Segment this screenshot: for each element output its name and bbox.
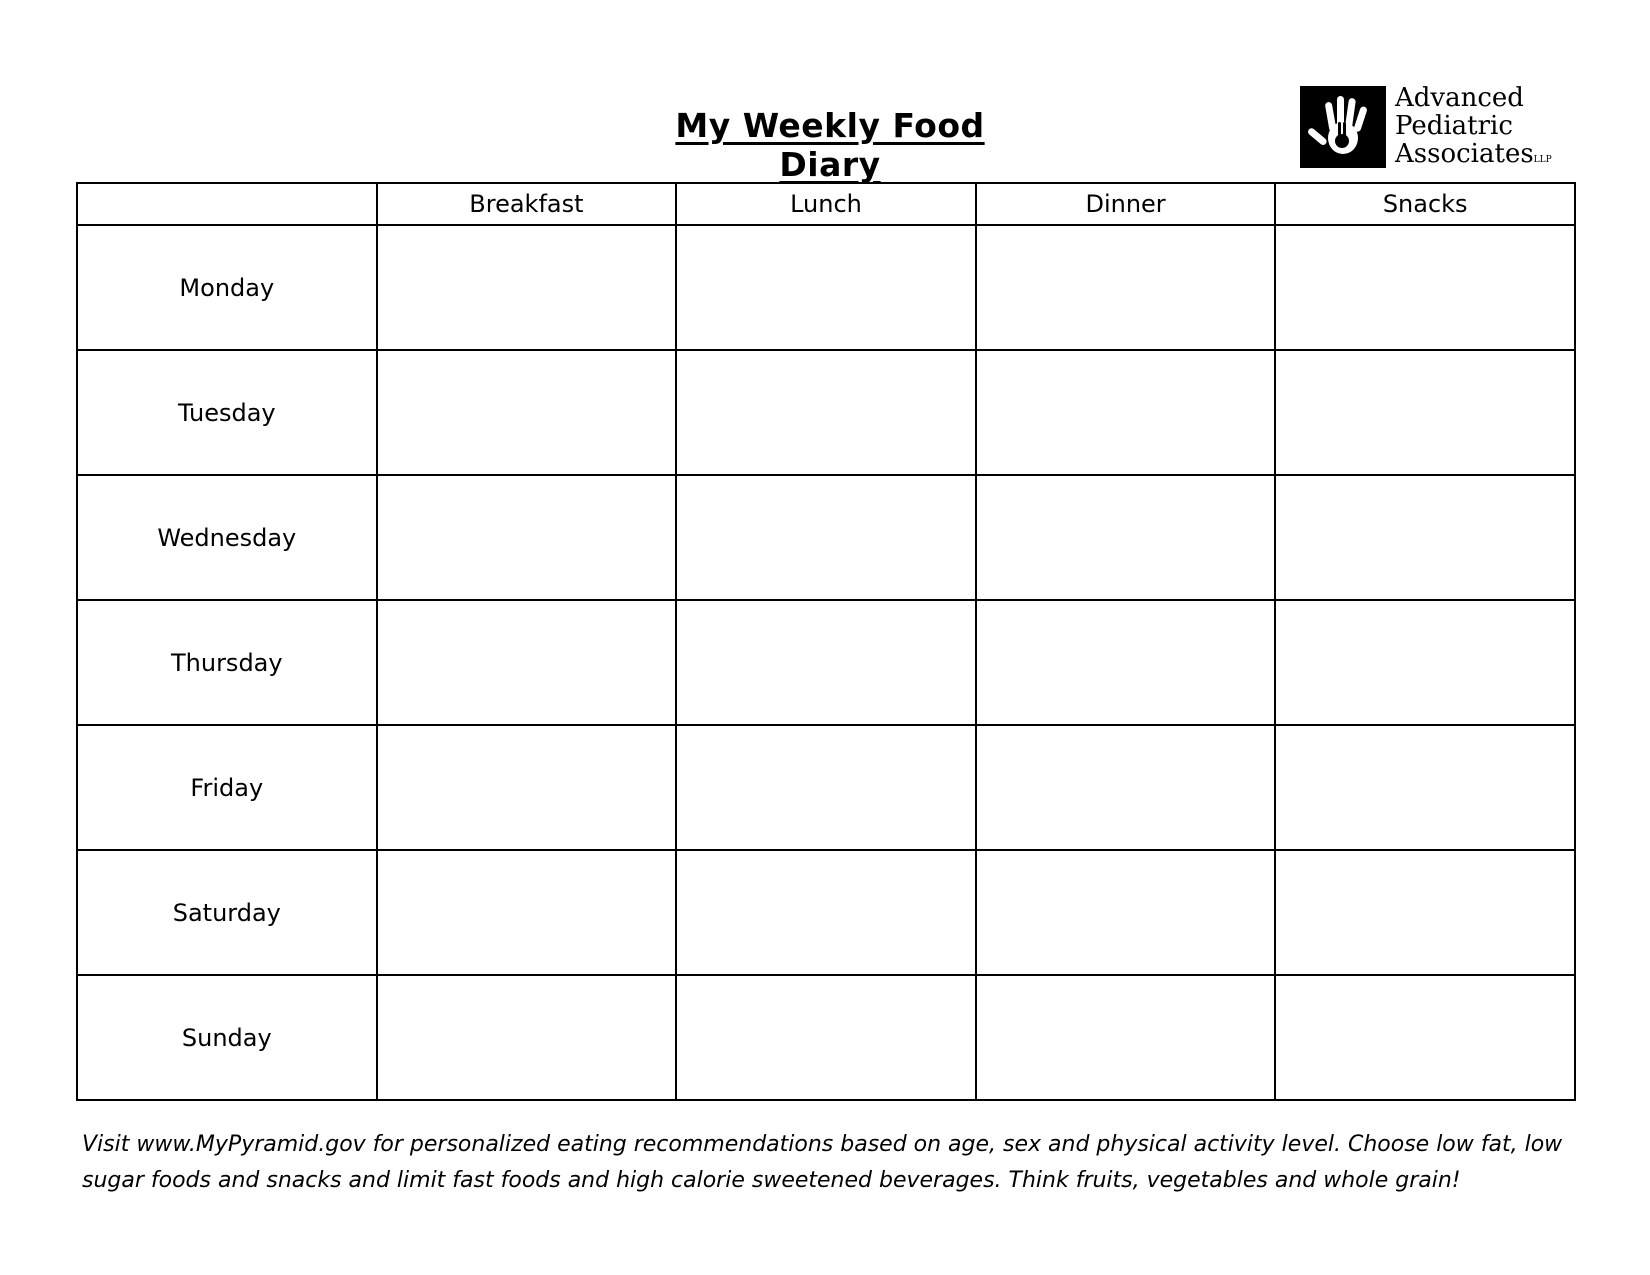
entry-cell-breakfast[interactable] [377,850,677,975]
day-label: Tuesday [77,350,377,475]
table-row-sunday [77,975,1575,1100]
entry-cell-lunch[interactable] [676,600,976,725]
column-header-snacks: Snacks [1275,183,1575,225]
logo-line-2: Pediatric [1395,111,1513,141]
logo-line-3: AssociatesLLP [1395,139,1552,169]
entry-cell-snacks[interactable] [1275,475,1575,600]
logo-suffix: LLP [1533,155,1552,165]
column-header-blank [77,183,377,225]
column-header-breakfast: Breakfast [377,183,677,225]
food-diary-table [76,182,1576,1081]
entry-cell-breakfast[interactable] [377,975,677,1100]
entry-cell-dinner[interactable] [976,350,1276,475]
entry-cell-lunch[interactable] [676,850,976,975]
entry-cell-dinner[interactable] [976,725,1276,850]
entry-cell-lunch[interactable] [676,350,976,475]
entry-cell-snacks[interactable] [1275,225,1575,350]
table-row-thursday [77,600,1575,725]
day-label: Monday [77,225,377,350]
day-label: Friday [77,725,377,850]
table-row-monday [77,225,1575,350]
entry-cell-dinner[interactable] [976,225,1276,350]
entry-cell-snacks[interactable] [1275,725,1575,850]
entry-cell-lunch[interactable] [676,475,976,600]
entry-cell-snacks[interactable] [1275,600,1575,725]
table-header-row [77,183,1575,225]
entry-cell-dinner[interactable] [976,975,1276,1100]
entry-cell-breakfast[interactable] [377,600,677,725]
entry-cell-breakfast[interactable] [377,725,677,850]
logo-line-1: Advanced [1395,83,1524,113]
footer-note: Visit www.MyPyramid.gov for personalized eating recommendations based on age, sex and physical activity level. Choose low fat, low sugar foods and snacks and limit fast foods and high calorie sweetened beverages. Think fruits, vegetables and whole grain! [82,1132,1563,1193]
company-logo [1300,84,1560,170]
table-row-friday [77,725,1575,850]
day-label: Saturday [77,850,377,975]
entry-cell-lunch[interactable] [676,225,976,350]
handprint-icon [1300,86,1386,168]
entry-cell-lunch[interactable] [676,725,976,850]
column-header-lunch: Lunch [676,183,976,225]
entry-cell-breakfast[interactable] [377,475,677,600]
day-label: Wednesday [77,475,377,600]
table-row-saturday [77,850,1575,975]
day-label: Thursday [77,600,377,725]
entry-cell-snacks[interactable] [1275,350,1575,475]
entry-cell-breakfast[interactable] [377,225,677,350]
column-header-dinner: Dinner [976,183,1276,225]
table-row-tuesday [77,350,1575,475]
table-row-wednesday [77,475,1575,600]
entry-cell-dinner[interactable] [976,850,1276,975]
page-title: My Weekly Food Diary [675,106,985,184]
day-label: Sunday [77,975,377,1100]
entry-cell-breakfast[interactable] [377,350,677,475]
logo-text [1395,84,1552,174]
entry-cell-lunch[interactable] [676,975,976,1100]
entry-cell-dinner[interactable] [976,600,1276,725]
entry-cell-snacks[interactable] [1275,850,1575,975]
entry-cell-dinner[interactable] [976,475,1276,600]
entry-cell-snacks[interactable] [1275,975,1575,1100]
